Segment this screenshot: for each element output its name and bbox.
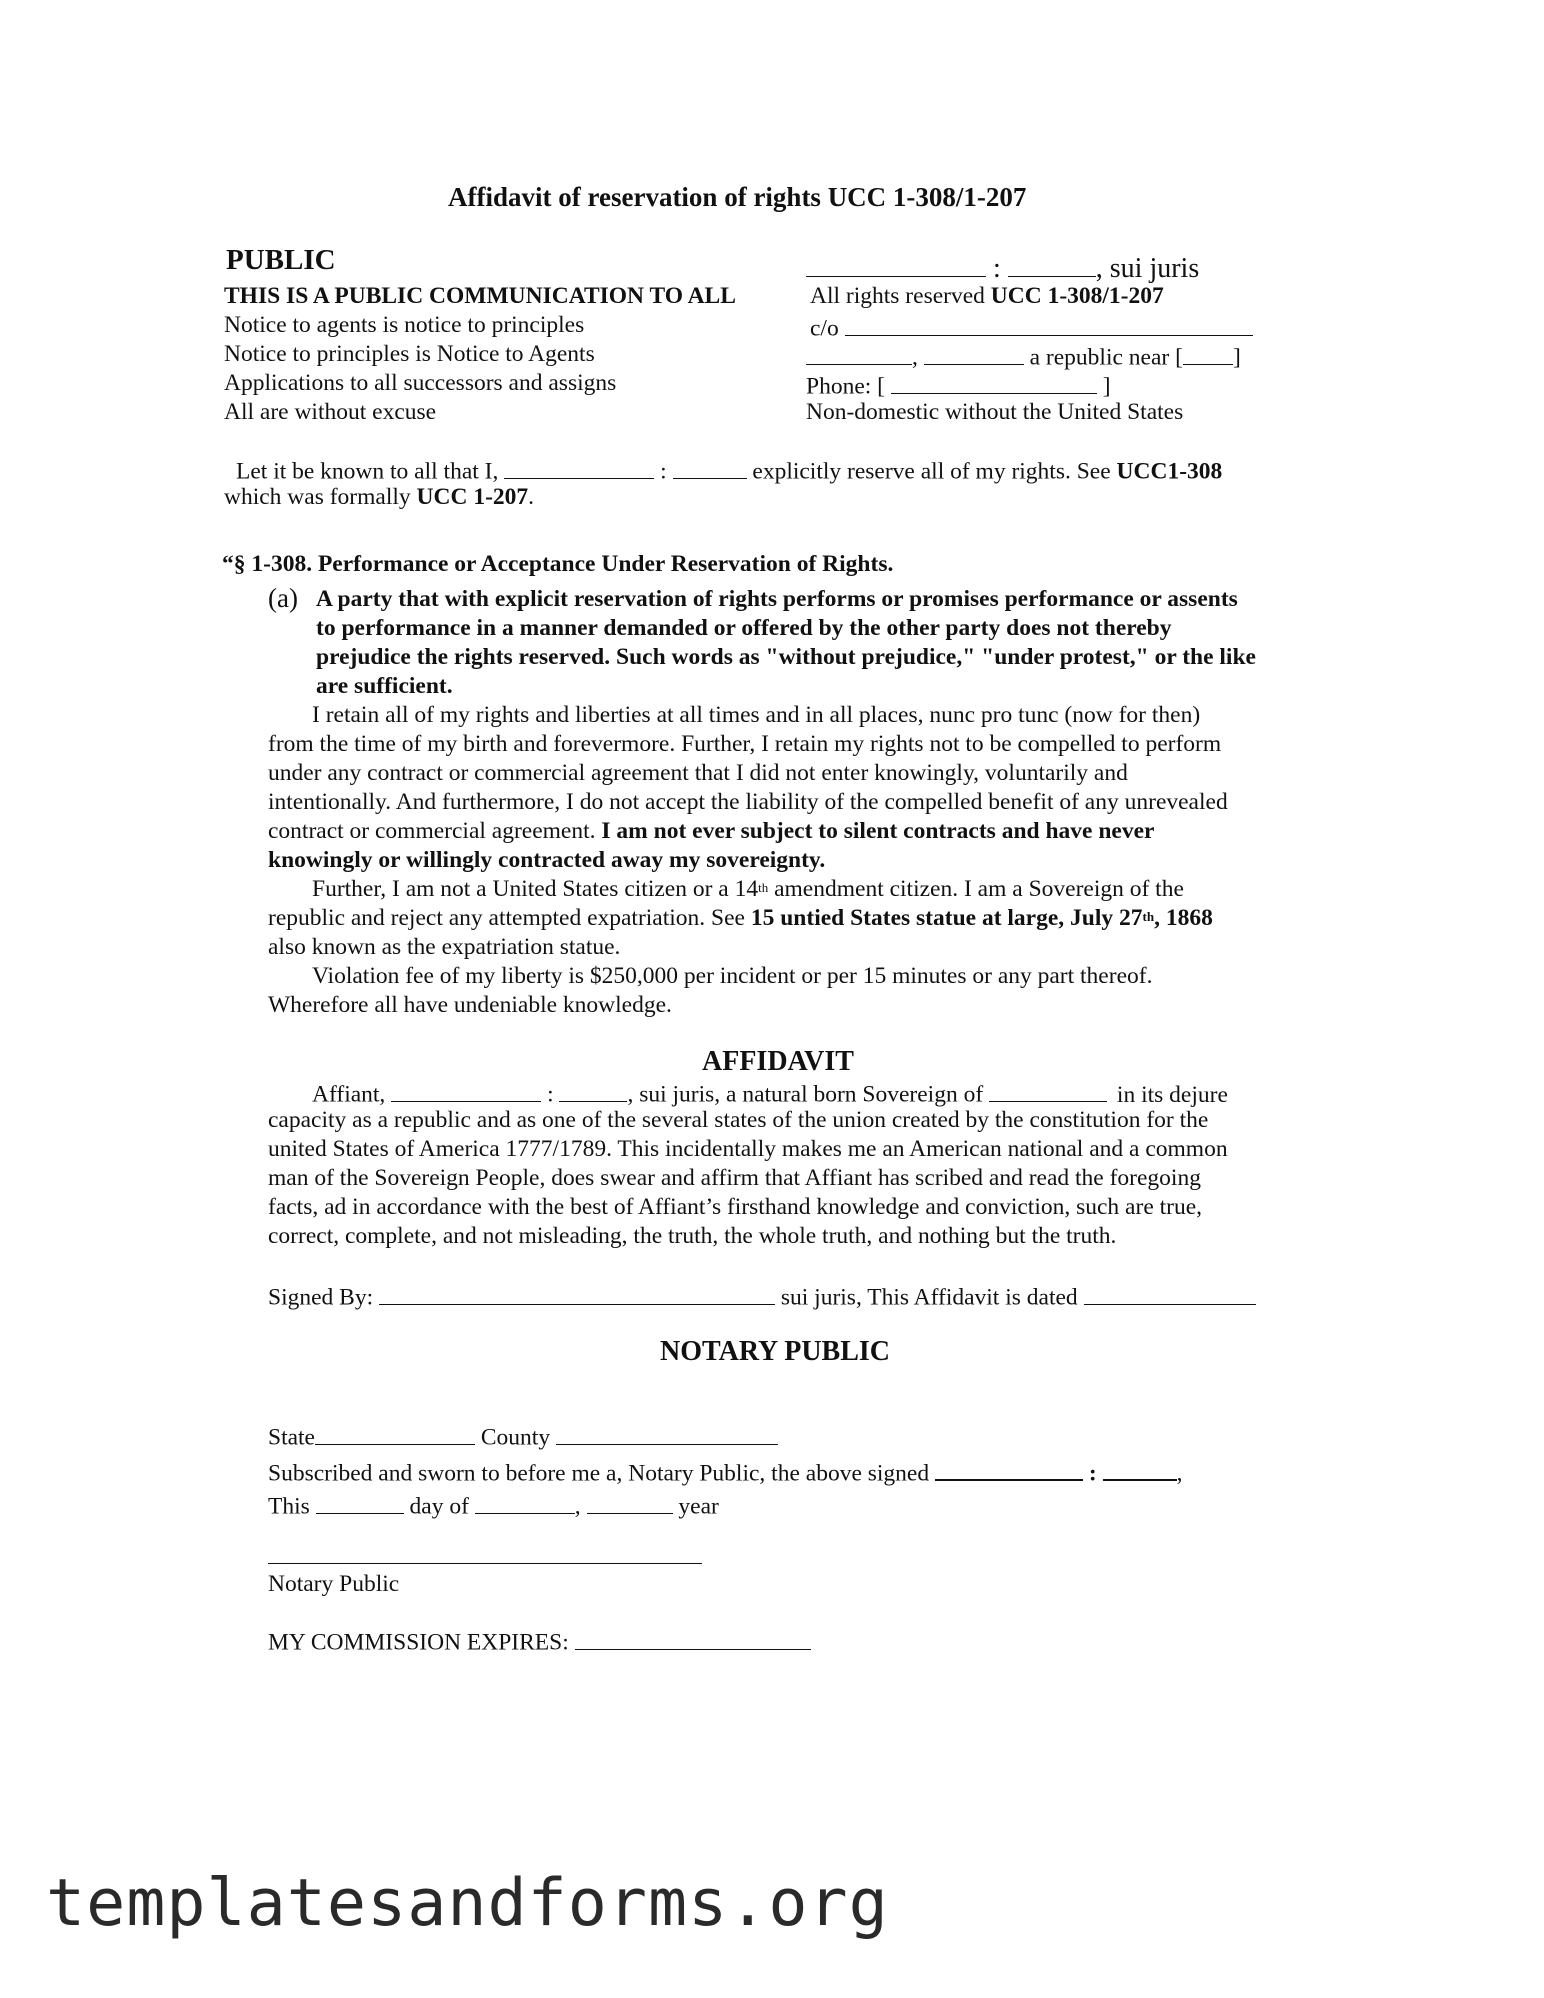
this-label: This — [268, 1493, 310, 1520]
affiant-sui-text: , sui juris, a natural born Sovereign of — [627, 1081, 984, 1108]
affidavit-line-2: united States of America 1777/1789. This incidentally makes me an American national and a common — [268, 1136, 1228, 1162]
phone-line — [806, 369, 1111, 402]
intro-line-2 — [224, 483, 534, 512]
name-field[interactable] — [806, 248, 986, 277]
zip-field[interactable] — [1183, 340, 1233, 365]
retain-line-5-bold: I am not ever subject to silent contracts and have never — [601, 818, 1155, 844]
subscribed-text: Subscribed and sworn to before me a, Notary Public, the above signed — [268, 1460, 930, 1487]
further-1-sup: th — [758, 880, 769, 895]
signed-by-label: Signed By: — [268, 1284, 374, 1311]
public-line-5: All are without excuse — [224, 399, 437, 425]
site-watermark: templatesandforms.org — [46, 1866, 889, 1941]
clause-a-line-3: prejudice the rights reserved. Such words as "without prejudice," "under protest," or the like — [316, 644, 1256, 670]
care-of-line — [810, 311, 1253, 344]
affiant-name-field[interactable] — [391, 1077, 541, 1102]
notary-county-field[interactable] — [556, 1420, 778, 1445]
republic-near-text: a republic near [ — [1029, 344, 1183, 371]
retain-line-2: from the time of my birth and forevermore. Further, I retain my rights not to be compelled to perform — [268, 731, 1222, 757]
comma-text: , — [912, 344, 918, 371]
signer-name-field[interactable] — [935, 1455, 1083, 1481]
sovereign-of-field[interactable] — [989, 1077, 1107, 1102]
phone-bracket-close: ] — [1102, 373, 1111, 400]
care-of-label: c/o — [810, 315, 839, 342]
retain-line-4: intentionally. And furthermore, I do not accept the liability of the compelled benefit of any unrevealed — [268, 789, 1228, 815]
retain-line-1: I retain all of my rights and liberties at all times and in all places, nunc pro tunc (now for then) — [312, 702, 1201, 728]
clause-a-line-2: to performance in a manner demanded or offered by the other party does not thereby — [316, 615, 1172, 641]
all-rights-bold: UCC 1-308/1-207 — [990, 283, 1164, 309]
retain-line-5 — [268, 817, 1154, 846]
affidavit-line-1: capacity as a republic and as one of the several states of the union created by the constitution for the — [268, 1107, 1209, 1133]
retain-line-3: under any contract or commercial agreement that I did not enter knowingly, voluntarily and — [268, 760, 1128, 786]
retain-line-6: knowingly or willingly contracted away my sovereignty. — [268, 847, 826, 873]
intro-colon: : — [660, 458, 667, 485]
public-line-3: Notice to principles is Notice to Agents — [224, 341, 595, 367]
bracket-close: ] — [1232, 344, 1241, 371]
further-1b: amendment citizen. I am a Sovereign of the — [768, 876, 1184, 902]
subscribed-colon: : — [1088, 1460, 1097, 1487]
all-rights-text: All rights reserved — [810, 283, 991, 309]
sui-juris-text: , sui juris — [1095, 253, 1200, 284]
affiant-label: Affiant, — [312, 1081, 386, 1108]
clause-a-label: (a) — [268, 583, 298, 613]
phone-field[interactable] — [891, 369, 1097, 394]
further-2-bold2: , 1868 — [1154, 905, 1213, 931]
let-known-text: Let it be known to all that I, — [236, 458, 499, 485]
further-line-3: also known as the expatriation statue. — [268, 934, 621, 960]
signature-field[interactable] — [379, 1280, 775, 1305]
day-field[interactable] — [316, 1489, 404, 1514]
clause-a-line-1: A party that with explicit reservation of rights performs or promises performance or assents — [316, 586, 1238, 612]
state-label: State — [268, 1424, 315, 1451]
state-county-line — [268, 1420, 778, 1453]
intro-name-field[interactable] — [504, 454, 654, 479]
notary-heading: NOTARY PUBLIC — [660, 1336, 891, 1367]
dated-label: sui juris, This Affidavit is dated — [780, 1284, 1078, 1311]
further-line-1 — [312, 875, 1184, 904]
intro-suffix-field[interactable] — [673, 454, 747, 479]
period-text: . — [528, 484, 535, 510]
affidavit-line-4: facts, ad in accordance with the best of Affiant’s firsthand knowledge and conviction, such are true, — [268, 1194, 1203, 1220]
intro-line-1 — [236, 454, 1222, 487]
city-field[interactable] — [806, 340, 912, 365]
public-line-1: THIS IS A PUBLIC COMMUNICATION TO ALL — [224, 283, 736, 309]
signed-by-line — [268, 1280, 1256, 1313]
phone-label: Phone: [ — [806, 373, 885, 400]
name-suffix-field[interactable] — [1008, 248, 1096, 277]
subscribed-line — [268, 1455, 1182, 1489]
year-field[interactable] — [587, 1489, 673, 1514]
affiant-suffix-field[interactable] — [559, 1077, 627, 1102]
care-of-field[interactable] — [845, 311, 1253, 336]
formally-text: which was formally — [224, 484, 417, 510]
month-field[interactable] — [475, 1489, 575, 1514]
reserve-text: explicitly reserve all of my rights. See — [752, 458, 1117, 485]
commission-field[interactable] — [575, 1625, 811, 1650]
retain-line-5-text: contract or commercial agreement. — [268, 818, 602, 844]
violation-line-1: Violation fee of my liberty is $250,000 per incident or per 15 minutes or any part thereof. — [312, 963, 1153, 989]
affiant-line — [312, 1077, 1228, 1110]
notary-signature-line[interactable] — [268, 1563, 702, 1564]
dejure-text: in its dejure — [1116, 1081, 1228, 1108]
further-2-sup: th — [1142, 909, 1155, 924]
violation-line-2: Wherefore all have undeniable knowledge. — [268, 992, 672, 1018]
signer-suffix-field[interactable] — [1103, 1455, 1177, 1481]
notary-state-field[interactable] — [315, 1420, 475, 1445]
name-sui-juris-line — [806, 248, 1199, 285]
affiant-colon: : — [547, 1081, 554, 1108]
date-field[interactable] — [1084, 1280, 1256, 1305]
clause-a-line-4: are sufficient. — [316, 673, 453, 699]
commission-label: MY COMMISSION EXPIRES: — [268, 1629, 569, 1656]
subscribed-comma: , — [1176, 1460, 1183, 1487]
notary-public-label: Notary Public — [268, 1571, 400, 1597]
further-2a: republic and reject any attempted expatriation. See — [268, 905, 751, 931]
document-title: Affidavit of reservation of rights UCC 1-308/1-207 — [448, 182, 1027, 212]
this-day-line — [268, 1489, 719, 1522]
section-title: “§ 1-308. Performance or Acceptance Under Reservation of Rights. — [222, 551, 894, 577]
affidavit-line-5: correct, complete, and not misleading, the truth, the whole truth, and nothing but the truth. — [268, 1223, 1117, 1249]
affidavit-line-3: man of the Sovereign People, does swear and affirm that Affiant has scribed and read the foregoing — [268, 1165, 1201, 1191]
day-comma: , — [574, 1493, 581, 1520]
reserve-bold: UCC1-308 — [1116, 458, 1223, 485]
year-label: year — [678, 1493, 719, 1520]
all-rights-line — [810, 282, 1164, 311]
formally-bold: UCC 1-207 — [416, 484, 529, 510]
state-field[interactable] — [924, 340, 1024, 365]
day-of-label: day of — [409, 1493, 469, 1520]
public-line-4: Applications to all successors and assigns — [224, 370, 617, 396]
further-2-bold: 15 untied States statue at large, July 27 — [750, 905, 1143, 931]
county-label: County — [480, 1424, 551, 1451]
public-heading: PUBLIC — [226, 244, 336, 276]
non-domestic-line: Non-domestic without the United States — [806, 399, 1184, 425]
affidavit-heading: AFFIDAVIT — [702, 1046, 854, 1077]
colon-text: : — [993, 253, 1001, 284]
public-line-2: Notice to agents is notice to principles — [224, 312, 585, 338]
commission-line — [268, 1625, 811, 1658]
further-1a: Further, I am not a United States citizen or a 14 — [312, 876, 759, 902]
further-line-2 — [268, 904, 1213, 933]
republic-line — [806, 340, 1241, 373]
